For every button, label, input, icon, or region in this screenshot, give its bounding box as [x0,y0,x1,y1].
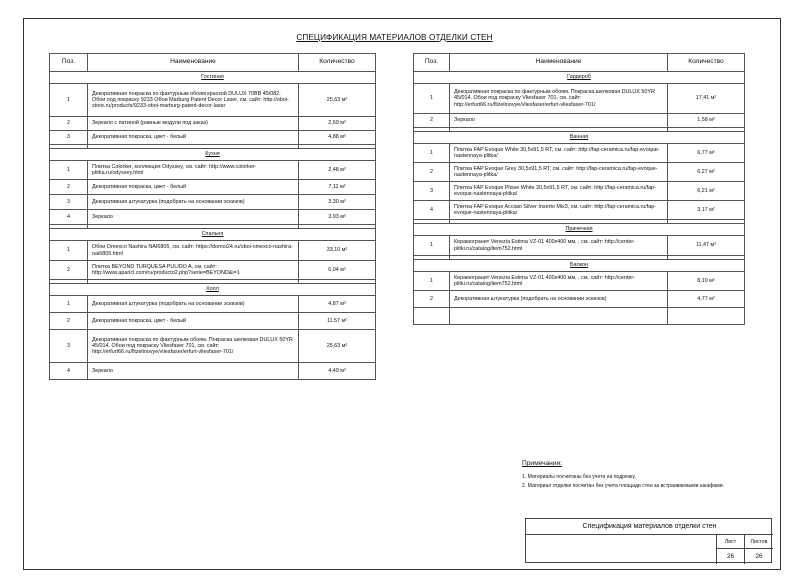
row-name: Плитка FAP Evoque Grey 30,5х91,5 RT, см. сайт: http://fap-ceramica.ru/fap-evoque-nastennaya-plitka/ [450,163,668,182]
row-name: Зеркало [88,210,299,225]
table-row [414,182,745,201]
header-name: Наименование [88,54,299,72]
row-name: Декоративная штукатурка (подобрать на основании эскизов) [450,291,668,308]
note-item: 2. Материал отделки посчитан без учета площади стен за встраиваемыми шкафами. [522,482,724,489]
row-name: Декоративная покраска по фактурным обоям. Покраска шелковая DULUX 50YR 45/014. Обои под покраску Vliesfaser 701, см. сайт: http://erfurt66.ru/flizelinovye/vliesfaser/erfurt-vliesfaser-701/ [450,84,668,114]
row-name: Декоративная покраска, цвет - белый [88,131,299,145]
table-row [50,180,376,195]
row-qty: 17,41 м² [668,84,745,114]
row-pos: 1 [50,161,88,180]
row-qty: 4,77 м² [668,291,745,308]
table-row [414,201,745,220]
table-row [414,236,745,256]
table-row [50,210,376,225]
stamp-title: Спецификация материалов отделки стен [526,519,773,535]
header-name: Наименование [450,54,668,72]
table-row [50,241,376,261]
table-header-row [414,54,745,72]
row-pos: 4 [414,201,450,220]
row-pos: 2 [50,261,88,280]
row-pos: 1 [50,84,88,117]
row-name: Декоративная покраска, цвет - белый [88,313,299,330]
row-qty: 6,21 м² [668,182,745,201]
row-qty: 25,63 м² [299,84,376,117]
row-qty: 3,93 м² [299,210,376,225]
section-title: Балкон [414,260,745,272]
row-qty: 3,30 м² [299,195,376,210]
row-qty: 2,48 м² [299,161,376,180]
header-qty: Количество [668,54,745,72]
row-pos: 1 [414,84,450,114]
row-name: Декоративная покраска, цвет - белый [88,180,299,195]
row-pos: 1 [414,236,450,256]
stamp-sheet-value: 26 [717,549,745,564]
row-name: Плитка BEYOND TURQUESA PULIDO A, см. сайт: http://www.aparici.com/ru/producto2.php?serie=BEYOND&i=1 [88,261,299,280]
row-pos: 2 [414,163,450,182]
section-title: Спальня [50,229,376,241]
row-name: Керамогранит Venezia Estima VZ-01 400х400 мм, , см. сайт: http://center-plitki.ru/catalog/item752.html [450,272,668,291]
row-pos: 2 [50,313,88,330]
table-row [50,84,376,117]
spec-table-right [413,53,745,325]
row-name: Зеркало [450,114,668,128]
header-pos: Поз. [50,54,88,72]
note-item: 1. Материалы посчитаны без учета на подрезку. [522,474,636,480]
table-row [414,84,745,114]
row-pos: 4 [50,210,88,225]
section-title: Гостиная [50,72,376,84]
table-row [50,261,376,280]
row-qty: 11,57 м² [299,313,376,330]
row-pos: 2 [50,117,88,131]
row-name: Керамогранит Venezia Estima VZ-01 400х400 мм, , см. сайт: http://center-plitki.ru/catalog/item752.html [450,236,668,256]
row-qty: 6,04 м² [299,261,376,280]
row-qty: 6,27 м² [668,163,745,182]
row-pos: 2 [50,180,88,195]
row-name: Зеркало [88,363,299,380]
row-pos: 2 [414,291,450,308]
row-pos: 1 [414,144,450,163]
notes-block [522,460,772,490]
table-row [50,330,376,363]
row-name: Плитка FAP Evoque Acciaio Silver Inserto Mix3, см. сайт: http://fap-ceramica.ru/fap-evoque-nastennaya-plitka/ [450,201,668,220]
row-qty: 4,88 м² [299,131,376,145]
row-qty: 7,11 м² [299,180,376,195]
row-qty: 4,87 м² [299,296,376,313]
row-qty: 3,17 м² [668,201,745,220]
row-name: Декоративная штукатурка (подобрать на основании эскизов) [88,296,299,313]
row-qty: 8,10 м² [668,272,745,291]
row-name: Плитка FAP Evoque White 30,5х91,5 RT, см. сайт: http://fap-ceramica.ru/fap-evoque-nastennaya-plitka/ [450,144,668,163]
table-row-empty [414,308,745,325]
row-qty: 33,10 м² [299,241,376,261]
section-title: Ванная [414,132,745,144]
row-name: Обои Omexco Nashira NAI6805, см. сайт: https://domoi24.ru/oboi-omexco-nashira-nai6805.html [88,241,299,261]
row-name: Зеркало с патиной (равные модули под заказ) [88,117,299,131]
row-pos: 3 [50,330,88,363]
table-row [414,272,745,291]
section-title: Прачечная [414,224,745,236]
row-pos: 1 [50,296,88,313]
section-title: Гардероб [414,72,745,84]
row-qty: 25,63 м² [299,330,376,363]
table-row [50,161,376,180]
header-qty: Количество [299,54,376,72]
row-pos: 4 [50,363,88,380]
table-row [50,117,376,131]
row-name: Декоративная покраска по фактурным обоям краской DULUX 70BB 45/082. Обои под покраску 9233 Обои Marburg Patent Decor Laser, см. сайт: http://oboi-store.ru/products/9233-oboi-marburg-patent-decor-laser [88,84,299,117]
stamp-sheets-label: Листов [745,535,773,549]
stamp-sheet-label: Лист [717,535,745,549]
row-pos: 3 [50,195,88,210]
table-header-row [50,54,376,72]
table-row [50,296,376,313]
row-pos: 1 [50,241,88,261]
row-name: Декоративная покраска по фактурным обоям. Покраска шелковая DULUX 50YR 45/014. Обои под покраску Vliesfaser 701, см. сайт: http://erfurt66.ru/flizelinovye/vliesfaser/erfurt-vliesfaser-701/ [88,330,299,363]
row-name: Плитка FAP Evoque Plisse White 30,5х91,5 RT, см. сайт: http://fap-ceramica.ru/fap-evoque-nastennaya-plitka/ [450,182,668,201]
row-qty: 11,47 м² [668,236,745,256]
row-pos: 3 [414,182,450,201]
stamp-sheets-value: 26 [755,553,763,560]
table-row [414,163,745,182]
table-row [50,363,376,380]
row-pos: 1 [414,272,450,291]
row-pos: 3 [50,131,88,145]
document-title: СПЕЦИФИКАЦИЯ МАТЕРИАЛОВ ОТДЕЛКИ СТЕН [296,33,493,42]
row-pos: 2 [414,114,450,128]
table-row [414,144,745,163]
row-name: Плитка Colorker, коллекция Odyssey, см. сайт: http://www.colorker-plitka.ru/odyssey.html [88,161,299,180]
title-stamp [525,518,772,563]
table-row [50,195,376,210]
row-qty: 1,58 м² [668,114,745,128]
header-pos: Поз. [414,54,450,72]
notes-title: Примечания: [522,460,562,467]
spec-table-left [49,53,376,380]
table-row [50,131,376,145]
table-row [414,291,745,308]
stamp-blank-cell [526,535,717,564]
row-qty: 4,49 м² [299,363,376,380]
row-qty: 2,69 м² [299,117,376,131]
section-title: Холл [50,284,376,296]
section-title: Кухня [50,149,376,161]
row-qty: 6,77 м² [668,144,745,163]
table-row [50,313,376,330]
table-row [414,114,745,128]
row-name: Декоративная штукатурка (подобрать на основании эскизов) [88,195,299,210]
